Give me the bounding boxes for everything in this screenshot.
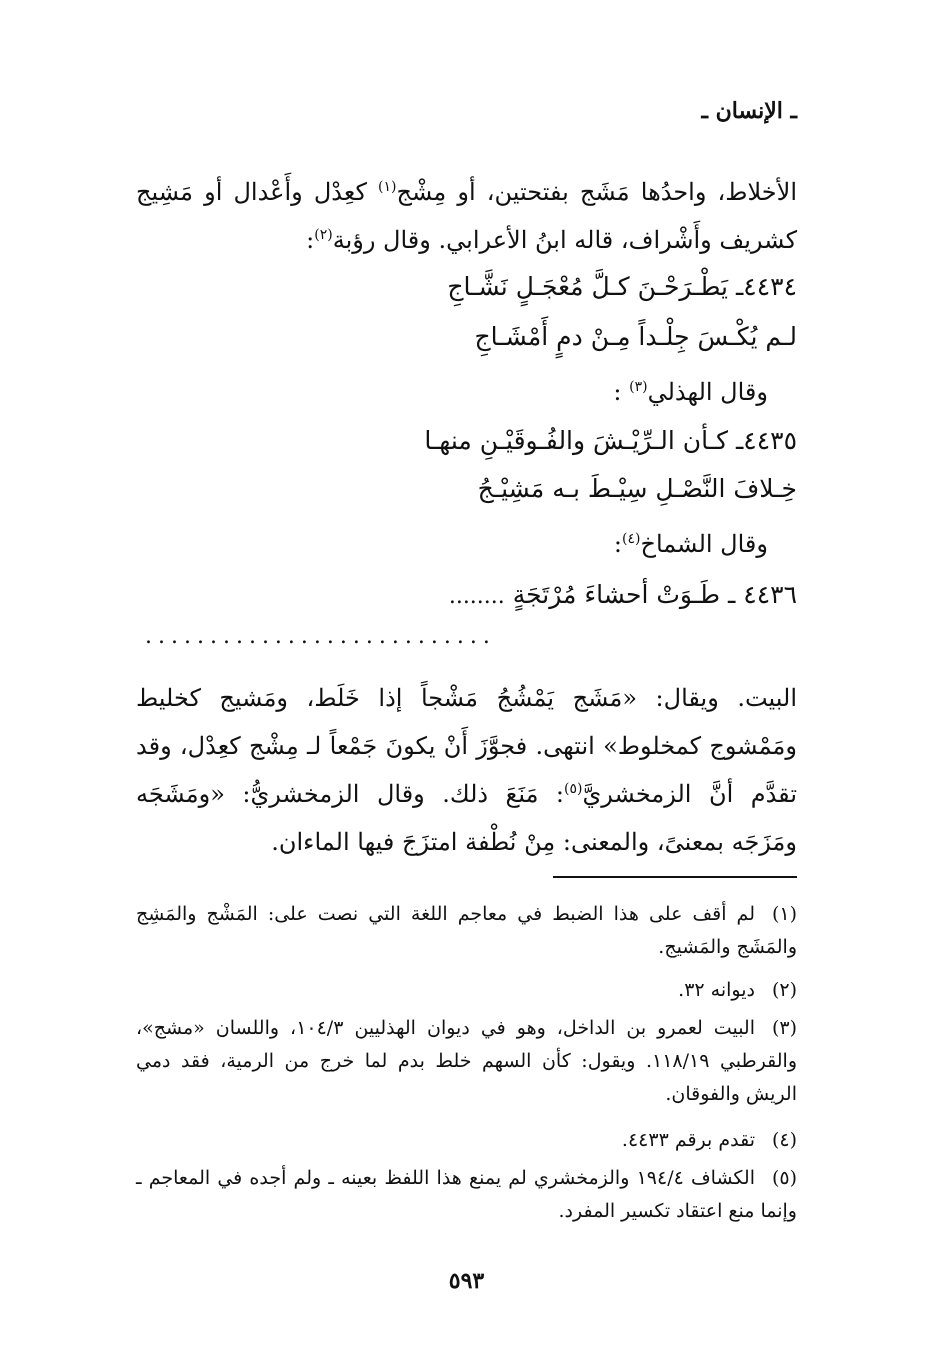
footnote-text: الكشاف ١٩٤/٤ والزمخشري لم يمنع هذا اللفظ بعينه ـ ولم أجده في المعاجم ـ وإنما منع اعتقاد تكسير المفرد. [136, 1167, 797, 1222]
footnote-separator [553, 876, 797, 878]
intro-line1b: كعِدْل وأَعْدال أو مَشِيج [136, 178, 379, 206]
shammakh-colon: : [613, 530, 623, 558]
footnote-2 [136, 974, 797, 1007]
footnote-1 [136, 898, 797, 964]
body-paragraph [136, 674, 797, 866]
footnote-number: (٢) [771, 979, 797, 1001]
intro-paragraph [136, 168, 797, 264]
footnote-ref-3[interactable]: (٣) [629, 379, 648, 395]
footnote-number: (٣) [771, 1017, 797, 1039]
intro-line1: الأخلاط، واحدُها مَشَج بفتحتين، أو مِشْج [396, 178, 797, 206]
footnote-3 [136, 1012, 797, 1111]
hudhali-intro [613, 378, 768, 406]
footnote-text: تقدم برقم ٤٤٣٣. [621, 1129, 755, 1151]
shammakh-text: وقال الشماخ [640, 530, 768, 558]
verse-4434-first: ٤٤٣٤ـ يَطْـرَحْـنَ كـلَّ مُعْجَـلٍ نَشَّـاجِ [447, 272, 797, 301]
verse-4436-dots1: ........ [448, 584, 505, 609]
hudhali-colon: : [613, 378, 630, 406]
verse-4436-first [449, 580, 797, 609]
body-text-b: : مَنَعَ ذلك. وقال الزمخشريُّ: «ومَشَجَه ومَزَجَه بمعنىً، والمعنى: مِنْ نُطْفة امتزَجَ فيها الماءان. [136, 780, 797, 856]
page-number: ٥٩٣ [448, 1268, 485, 1294]
footnote-text: لم أقف على هذا الضبط في معاجم اللغة التي نصت على: المَشْج والمَشِج والمَشَج والمَشيج. [136, 903, 797, 958]
footnote-ref-5[interactable]: (٥) [564, 781, 583, 797]
intro-line2b: : [306, 226, 315, 254]
footnote-ref-4[interactable]: (٤) [622, 531, 641, 547]
footnote-text: البيت لعمرو بن الداخل، وهو في ديوان الهذليين ١٠٤/٣، واللسان «مشج»، والقرطبي ١١٨/١٩. ويقول: كأن السهم خلط بدم لما خرج من الرمية، فقد دمي الريش والفوقان. [136, 1017, 797, 1105]
footnote-4 [136, 1124, 797, 1157]
body-text-a: البيت. ويقال: «مَشَج يَمْشُجُ مَشْجاً إذا خَلَط، ومَشيج كخليط ومَمْشوج كمخلوط» انتهى. فجوَّزَ أَنْ يكونَ جَمْعاً لـ مِشْج كعِدْل، وقد تقدَّم أنَّ الزمخشريَّ [136, 684, 797, 808]
verse-4436-dots2: ........................... [145, 624, 496, 649]
shammakh-intro [614, 530, 768, 558]
footnote-ref-2[interactable]: (٢) [314, 227, 333, 243]
verse-4435-second: خِـلافَ النَّصْـلِ سِيْـطَ بـه مَشِيْـجُ [477, 474, 797, 503]
verse-4434-second: لـم يُكْـسَ جِلْـداً مِـنْ دمٍ أَمْشَـاجِ [474, 322, 797, 351]
footnote-number: (٥) [771, 1167, 797, 1189]
intro-line2: كشريف وأَشْراف، قاله ابنُ الأعرابي. وقال رؤبة [332, 226, 797, 254]
footnote-5 [136, 1162, 797, 1228]
footnote-number: (١) [771, 903, 797, 925]
footnote-number: (٤) [771, 1129, 797, 1151]
verse-4435-first: ٤٤٣٥ـ كـأن الـرِّيْـشَ والفُـوقَيْـنِ منهـا [424, 426, 797, 455]
hudhali-text: وقال الهذلي [647, 378, 768, 406]
verse-4436-text: ٤٤٣٦ ـ طَـوَتْ أحشاءَ مُرْتَجَةٍ [512, 580, 797, 609]
footnote-ref-1[interactable]: (١) [378, 179, 397, 195]
footnote-text: ديوانه ٣٢. [678, 979, 755, 1001]
running-header: ـ الإنسان ـ [701, 98, 797, 124]
